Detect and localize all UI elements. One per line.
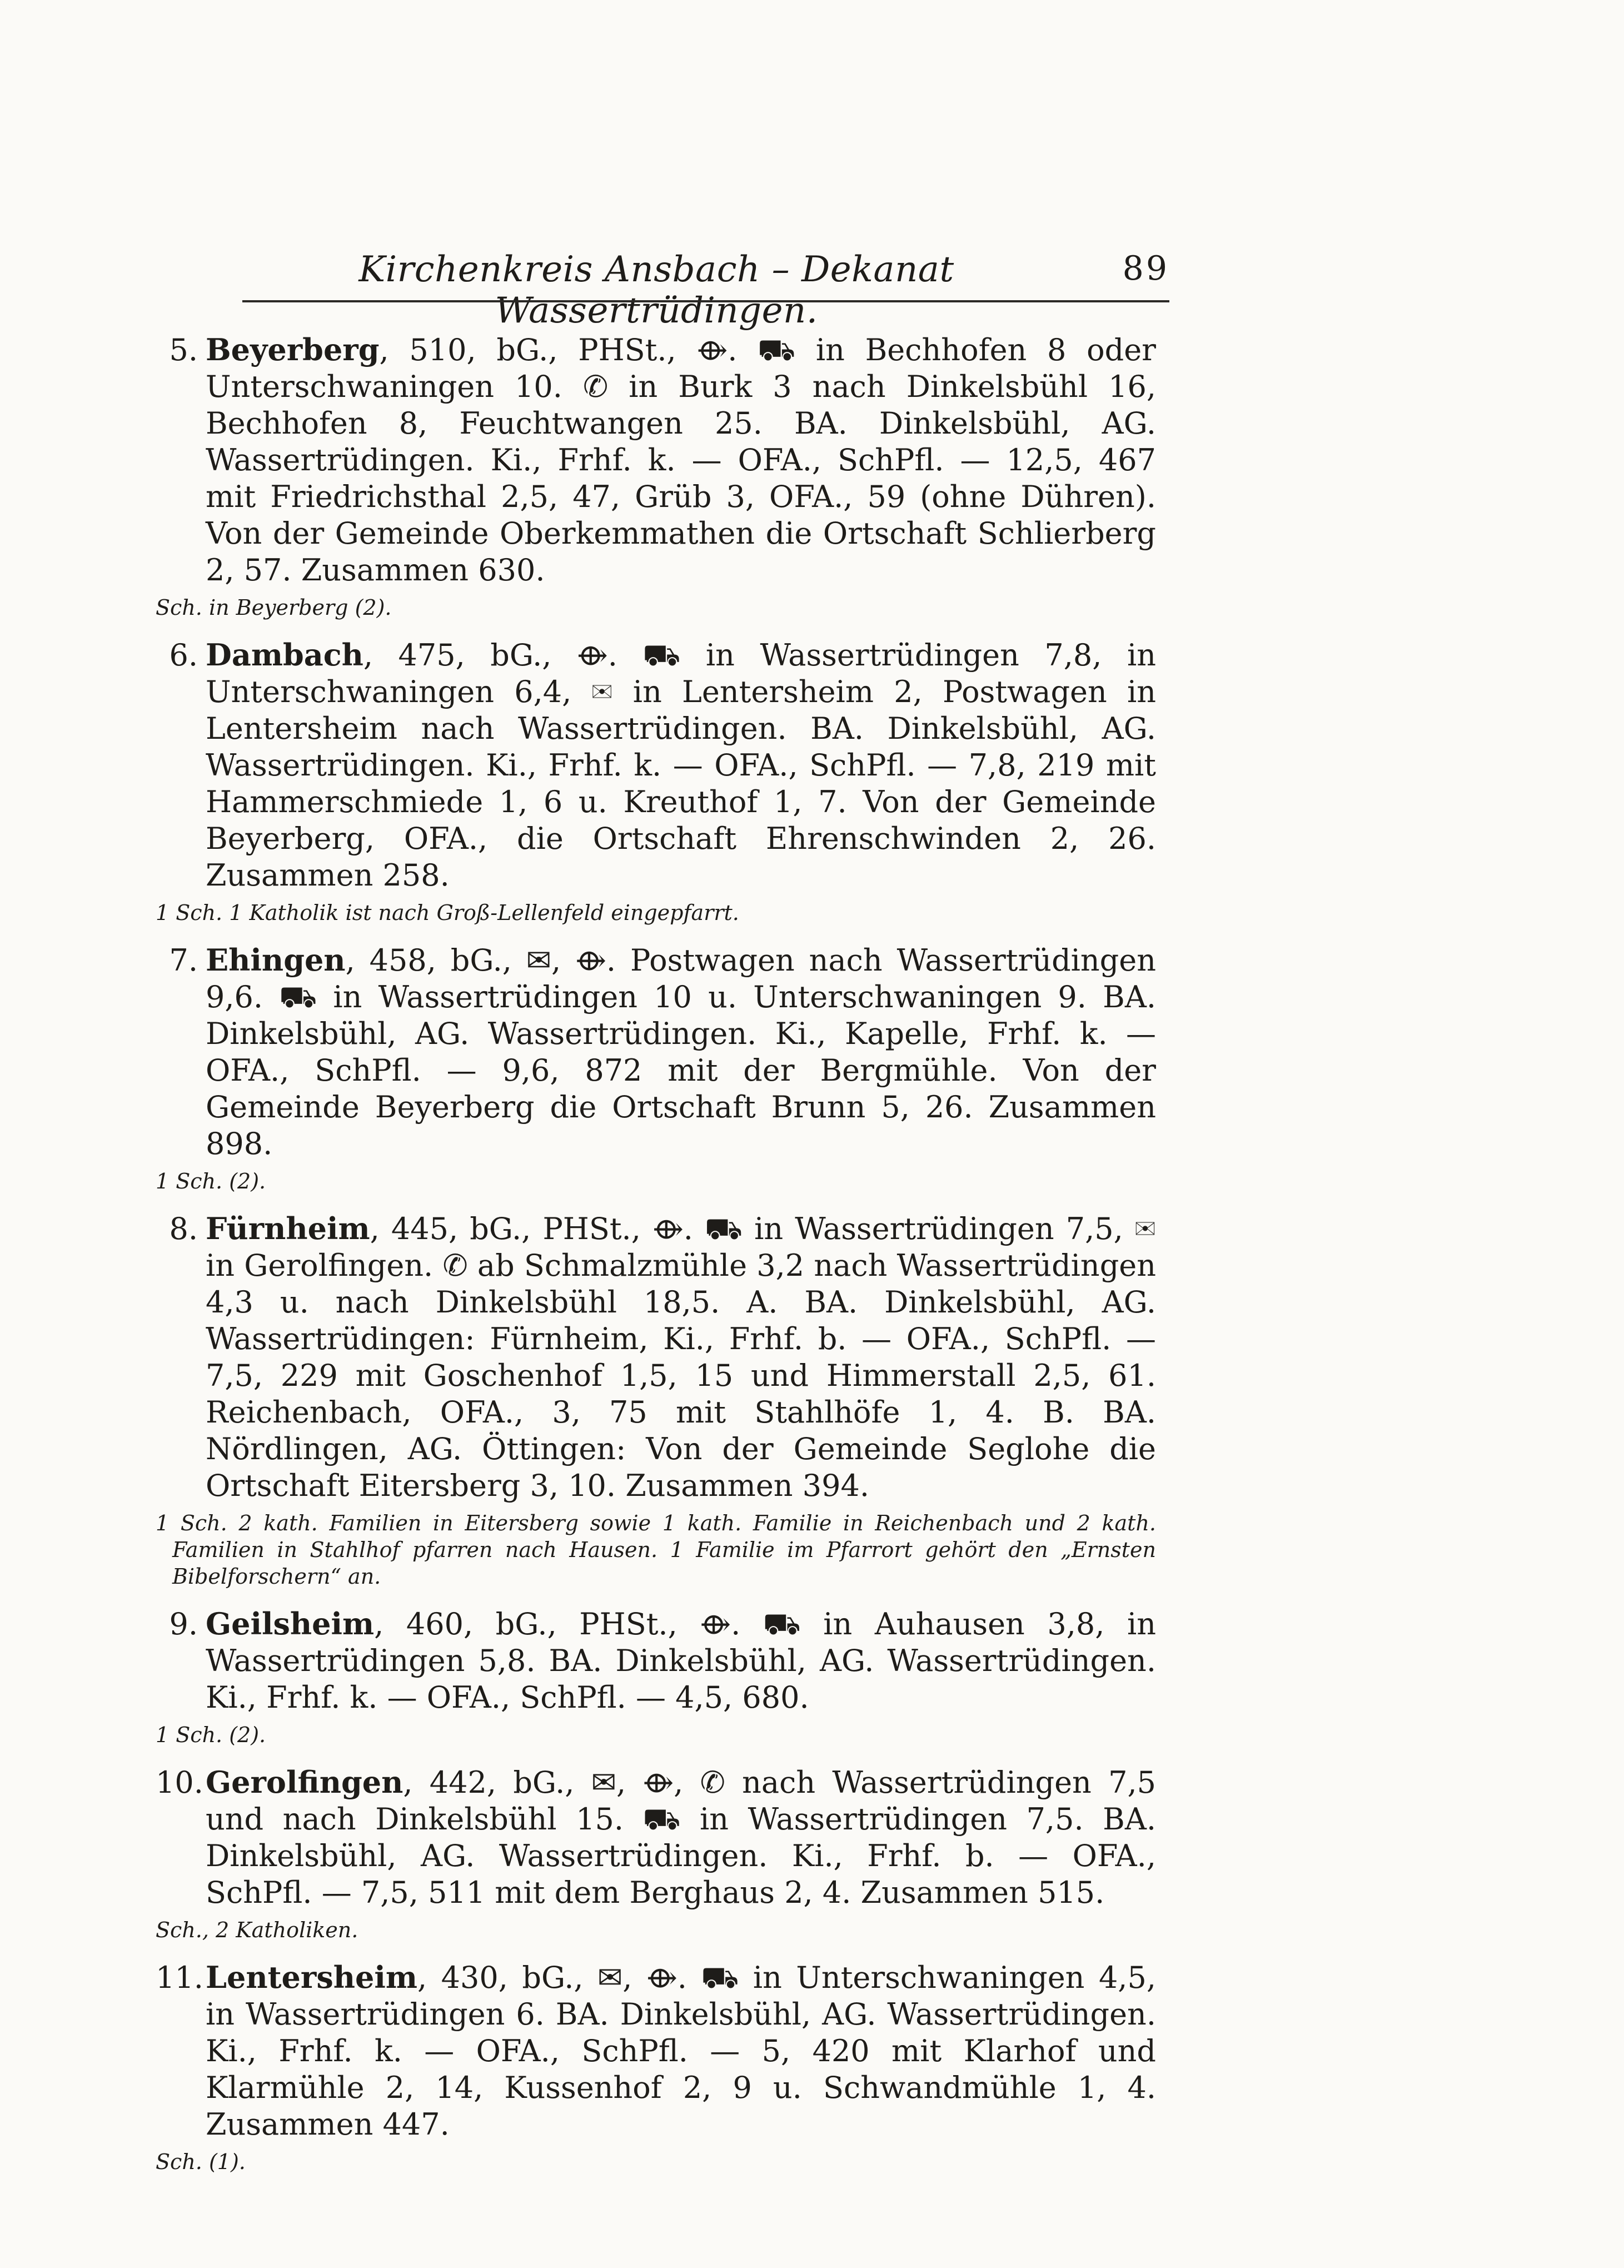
entry-body: , 510, bG., PHSt., ⟴. ⛟ in Bechhofen 8 oder Unterschwaningen 10. ✆ in Burk 3 nach Dinkelsbühl 16, Bechhofen 8, Feuchtwangen 25. BA. Dinkelsbühl, AG. Wassertrüdingen. Ki., Frhf. k. — OFA., SchPfl. — 12,5, 467 mit Friedrichsthal 2,5, 47, Grüb 3, OFA., 59 (ohne Dühren). Von der Gemeinde Oberkemmathen die Ortschaft Schlierberg 2, 57. Zusammen 630. <box>206 332 1156 588</box>
page-number: 89 <box>1122 249 1169 288</box>
entry-text <box>156 1959 1156 2143</box>
entry-geilsheim <box>156 1605 1156 1748</box>
entry-note: Sch. in Beyerberg (2). <box>156 595 392 620</box>
entry-body: , 442, bG., ✉, ⟴, ✆ nach Wassertrüdingen 7,5 und nach Dinkelsbühl 15. ⛟ in Wassertrüdingen 7,5. BA. Dinkelsbühl, AG. Wassertrüdingen. Ki., Frhf. b. — OFA., SchPfl. — 7,5, 511 mit dem Berghaus 2, 4. Zusammen 515. <box>206 1765 1156 1910</box>
entry-lentersheim <box>156 1959 1156 2175</box>
entry-note: Sch., 2 Katholiken. <box>156 1918 358 1942</box>
entry-place-name: Lentersheim <box>206 1959 418 1995</box>
entry-ehingen <box>156 942 1156 1195</box>
entry-body: , 458, bG., ✉, ⟴. Postwagen nach Wassertrüdingen 9,6. ⛟ in Wassertrüdingen 10 u. Unterschwaningen 9. BA. Dinkelsbühl, AG. Wassertrüdingen. Ki., Kapelle, Frhf. k. — OFA., SchPfl. — 9,6, 872 mit der Bergmühle. Von der Gemeinde Beyerberg die Ortschaft Brunn 5, 26. Zusammen 898. <box>206 943 1156 1161</box>
entry-text <box>156 331 1156 589</box>
entry-list <box>156 331 1156 2191</box>
page-header <box>242 245 1169 331</box>
running-title: Kirchenkreis Ansbach – Dekanat Wassertrüdingen. <box>358 249 954 331</box>
entry-place-name: Gerolfingen <box>206 1764 403 1800</box>
entry-number: 6. <box>169 638 198 673</box>
entry-place-name: Dambach <box>206 637 363 673</box>
entry-body: , 460, bG., PHSt., ⟴. ⛟ in Auhausen 3,8, in Wassertrüdingen 5,8. BA. Dinkelsbühl, AG. Wassertrüdingen. Ki., Frhf. k. — OFA., SchPfl. — 4,5, 680. <box>206 1606 1156 1715</box>
entry-body: , 445, bG., PHSt., ⟴. ⛟ in Wassertrüdingen 7,5, ✉ in Gerolfingen. ✆ ab Schmalzmühle 3,2 nach Wassertrüdingen 4,3 u. nach Dinkelsbühl 18,5. A. BA. Dinkelsbühl, AG. Wassertrüdingen: Fürnheim, Ki., Frhf. b. — OFA., SchPfl. — 7,5, 229 mit Goschenhof 1,5, 15 und Himmerstall 2,5, 61. Reichenbach, OFA., 3, 75 mit Stahlhöfe 1, 4. B. BA. Nördlingen, AG. Öttingen: Von der Gemeinde Seglohe die Ortschaft Eitersberg 3, 10. Zusammen 394. <box>206 1211 1156 1503</box>
entry-gerolfingen <box>156 1764 1156 1943</box>
entry-number: 8. <box>169 1211 198 1246</box>
entry-text <box>156 636 1156 894</box>
entry-dambach <box>156 636 1156 926</box>
entry-place-name: Geilsheim <box>206 1606 375 1642</box>
entry-body: , 475, bG., ⟴. ⛟ in Wassertrüdingen 7,8, in Unterschwaningen 6,4, ✉ in Lentersheim 2, Postwagen in Lentersheim nach Wassertrüdingen. BA. Dinkelsbühl, AG. Wassertrüdingen. Ki., Frhf. k. — OFA., SchPfl. — 7,8, 219 mit Hammerschmiede 1, 6 u. Kreuthof 1, 7. Von der Gemeinde Beyerberg, OFA., die Ortschaft Ehrenschwinden 2, 26. Zusammen 258. <box>206 638 1156 893</box>
entry-body: , 430, bG., ✉, ⟴. ⛟ in Unterschwaningen 4,5, in Wassertrüdingen 6. BA. Dinkelsbühl, AG. Wassertrüdingen. Ki., Frhf. k. — OFA., SchPfl. — 5, 420 mit Klarhof und Klarmühle 2, 14, Kussenhof 2, 9 u. Schwandmühle 1, 4. Zusammen 447. <box>206 1960 1156 2142</box>
entry-fuernheim <box>156 1210 1156 1590</box>
header-rule <box>242 300 1169 302</box>
entry-place-name: Fürnheim <box>206 1211 370 1246</box>
entry-place-name: Ehingen <box>206 942 346 978</box>
entry-number: 11. <box>156 1960 203 1995</box>
entry-text <box>156 1210 1156 1504</box>
entry-number: 9. <box>169 1606 198 1642</box>
entry-note: 1 Sch. 1 Katholik ist nach Groß-Lellenfeld eingepfarrt. <box>156 901 739 925</box>
entry-place-name: Beyerberg <box>206 332 380 367</box>
entry-text <box>156 942 1156 1162</box>
entry-text <box>156 1764 1156 1911</box>
entry-note: 1 Sch. (2). <box>156 1169 266 1193</box>
entry-number: 10. <box>156 1765 203 1800</box>
entry-beyerberg <box>156 331 1156 621</box>
entry-number: 7. <box>169 943 198 978</box>
entry-note: 1 Sch. 2 kath. Familien in Eitersberg sowie 1 kath. Familie in Reichenbach und 2 kath. Familien in Stahlhof pfarren nach Hausen. 1 Familie im Pfarrort gehört den „Ernsten Bibelforschern“ an. <box>156 1511 1156 1589</box>
entry-note: Sch. (1). <box>156 2150 246 2174</box>
entry-note: 1 Sch. (2). <box>156 1723 266 1747</box>
entry-text <box>156 1605 1156 1716</box>
entry-number: 5. <box>169 332 198 367</box>
